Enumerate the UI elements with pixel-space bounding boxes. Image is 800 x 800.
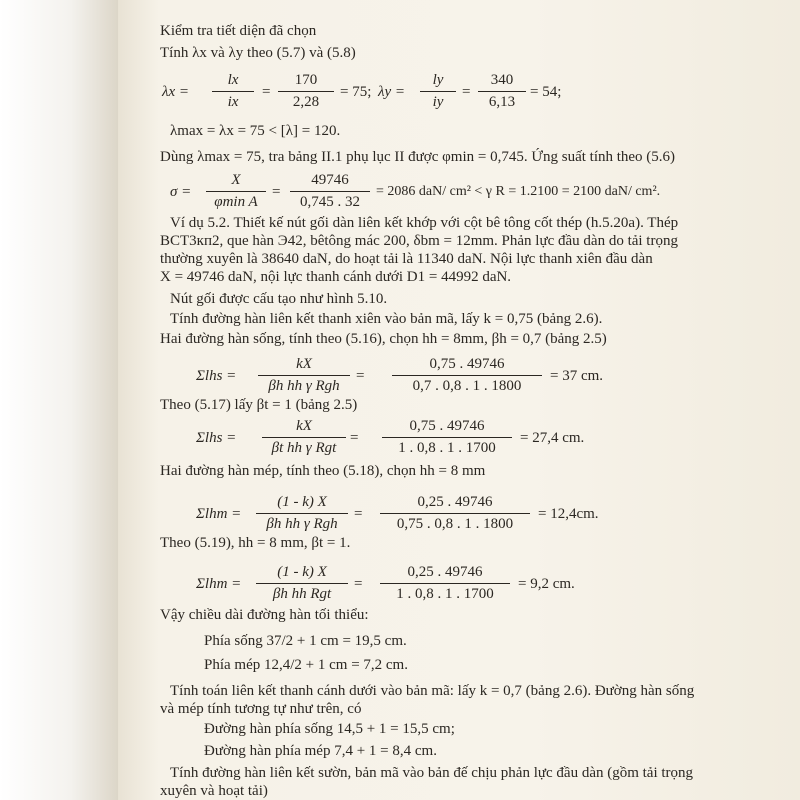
equals: = [350,430,359,446]
numerator: 0,25 . 49746 [417,494,493,510]
numerator: 49746 [311,172,349,188]
denominator: 0,75 . 0,8 . 1 . 1800 [396,516,514,532]
text-line: X = 49746 daN, nội lực thanh cánh dưới D1 = 44992 daN. [160,269,512,285]
numerator: lx [227,72,239,88]
denominator: βh hh γ Rgh [266,516,338,532]
denominator: 6,13 [488,94,516,110]
page-gutter [0,0,118,800]
numerator: 0,25 . 49746 [407,564,483,580]
eq-sum-lhs: Σlhm = [196,506,242,522]
denominator: βh hh γ Rgh [268,378,340,394]
fraction [206,172,266,211]
fraction [212,72,254,111]
eq-lambda-y-lhs: λy = [378,84,406,100]
fraction [278,72,334,111]
fraction [258,356,350,395]
equals: = [272,184,281,200]
result: = 12,4cm. [538,506,599,522]
denominator: βt hh γ Rgt [271,440,337,456]
fraction [380,564,510,603]
eq-sum-lhs: Σlhm = [196,576,242,592]
equals: = [262,84,271,100]
denominator: 1 . 0,8 . 1 . 1700 [398,440,496,456]
equals: = [354,576,363,592]
text-line: Vậy chiều dài đường hàn tối thiểu: [160,607,369,623]
fraction [256,494,348,533]
result: = 9,2 cm. [518,576,575,592]
text-line: và mép tính tương tự như trên, có [160,701,362,717]
text-line: Ví dụ 5.2. Thiết kế nút gối dàn liên kết khớp với cột bê tông cốt thép (h.5.20a). Thép [170,215,679,231]
fraction [392,356,542,395]
numerator: 170 [294,72,318,88]
text-line: Tính λx và λy theo (5.7) và (5.8) [160,45,356,61]
text-line: Hai đường hàn sống, tính theo (5.16), chọn hh = 8mm, βh = 0,7 (bảng 2.5) [160,331,607,347]
text-line: Đường hàn phía mép 7,4 + 1 = 8,4 cm. [204,743,437,759]
denominator: βh hh Rgt [272,586,332,602]
text-line: thường xuyên là 38640 daN, do hoạt tải là 11340 daN. Nội lực thanh xiên đầu dàn [160,251,653,267]
eq-sum-lhs: Σlhs = [196,430,237,446]
text-line: xuyên và hoạt tải) [160,783,268,799]
fraction [380,494,530,533]
eq-lambda-x-lhs: λx = [162,84,190,100]
fraction [290,172,370,211]
fraction [478,72,526,111]
numerator: 0,75 . 49746 [429,356,505,372]
numerator: (1 - k) X [277,564,327,580]
eq-sum-lhs: Σlhs = [196,368,237,384]
text-line: Tính đường hàn liên kết sườn, bản mã vào bản đế chịu phản lực đầu dàn (gồm tải trọng [170,765,694,781]
text-line: Phía sống 37/2 + 1 cm = 19,5 cm. [204,633,407,649]
denominator: φmin A [214,194,258,210]
numerator: 0,75 . 49746 [409,418,485,434]
denominator: 1 . 0,8 . 1 . 1700 [396,586,494,602]
fraction [256,564,348,603]
denominator: 0,745 . 32 [300,194,360,210]
denominator: 2,28 [292,94,320,110]
equals: = [356,368,365,384]
result: = 37 cm. [550,368,604,384]
result: = 54; [530,84,562,100]
denominator: iy [432,94,444,110]
text-line: Theo (5.17) lấy βt = 1 (bảng 2.5) [160,397,358,413]
equals: = [354,506,363,522]
equals: = [462,84,471,100]
fraction [420,72,456,111]
denominator: ix [227,94,239,110]
text-line: Dùng λmax = 75, tra bảng II.1 phụ lục II được φmin = 0,745. Ứng suất tính theo (5.6) [160,149,676,165]
numerator: 340 [490,72,514,88]
text-line: Hai đường hàn mép, tính theo (5.18), chọn hh = 8 mm [160,463,486,479]
eq-sigma-lhs: σ = [170,184,192,200]
result: = 75; [340,84,372,100]
text-line: Theo (5.19), hh = 8 mm, βt = 1. [160,535,351,551]
text-line: Tính đường hàn liên kết thanh xiên vào bản mã, lấy k = 0,75 (bảng 2.6). [170,311,603,327]
text-line: Phía mép 12,4/2 + 1 cm = 7,2 cm. [204,657,408,673]
numerator: kX [296,418,312,434]
fraction [382,418,512,457]
numerator: ly [432,72,444,88]
numerator: (1 - k) X [277,494,327,510]
text-line: λmax = λx = 75 < [λ] = 120. [170,123,341,139]
fraction [262,418,346,457]
numerator: kX [296,356,312,372]
text-line: Tính toán liên kết thanh cánh dưới vào bản mã: lấy k = 0,7 (bảng 2.6). Đường hàn sống [170,683,695,699]
text-line: Nút gối được cấu tạo như hình 5.10. [170,291,388,307]
text-line: Đường hàn phía sống 14,5 + 1 = 15,5 cm; [204,721,455,737]
text-line: BCT3кп2, que hàn Э42, bêtông mác 200, δbm = 12mm. Phản lực đầu dàn do tải trọng [160,233,678,249]
numerator: X [231,172,241,188]
text-line: Kiểm tra tiết diện đã chọn [160,23,317,39]
result: = 27,4 cm. [520,430,585,446]
denominator: 0,7 . 0,8 . 1 . 1800 [412,378,522,394]
result: = 2086 daN/ cm² < γ R = 1.2100 = 2100 daN/ cm². [376,184,661,199]
